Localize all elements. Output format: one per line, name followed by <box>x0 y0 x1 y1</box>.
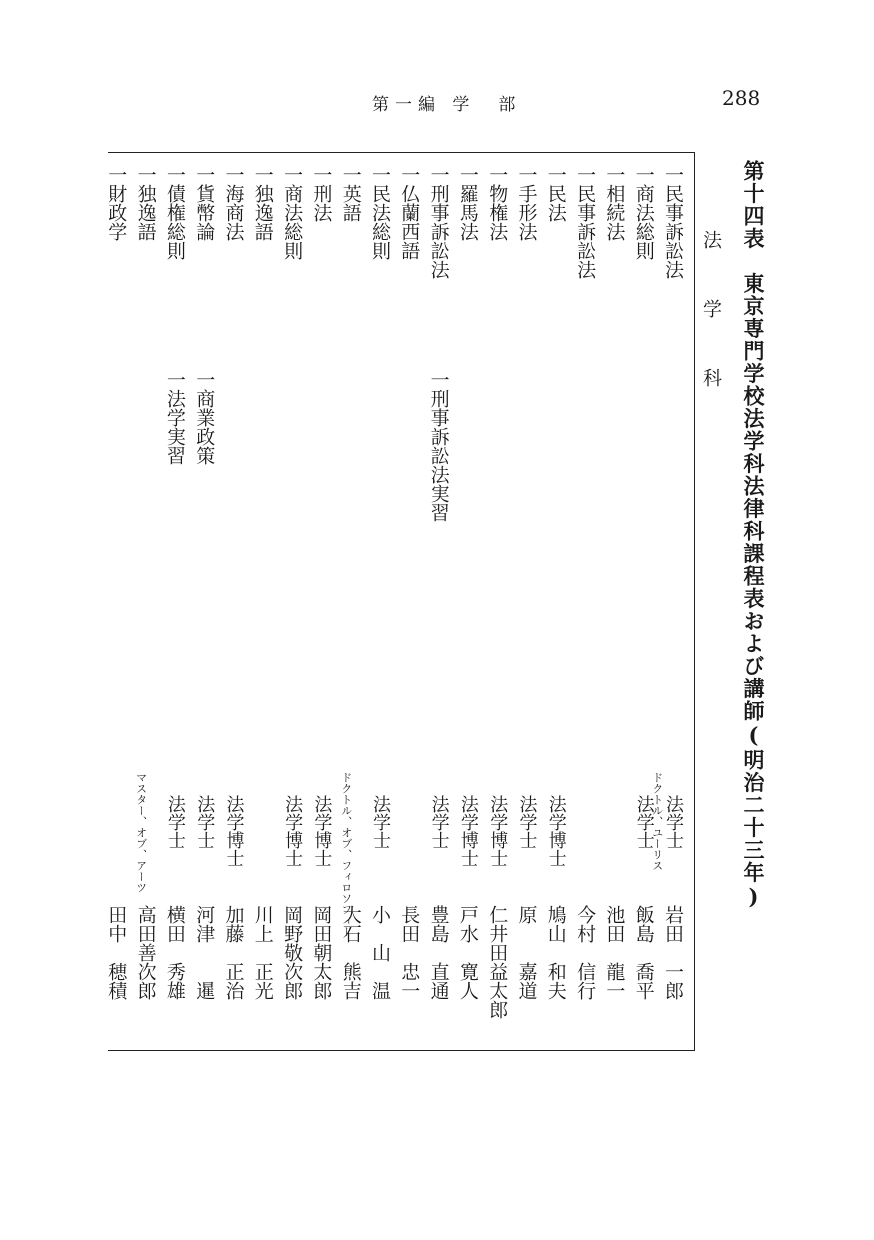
course-subject: 一仏蘭西語 <box>398 165 421 260</box>
course-subject: 一刑法 <box>310 165 333 222</box>
table-row <box>601 0 631 1240</box>
course-subject: 一民事訴訟法 <box>662 165 684 279</box>
course-subject: 一独逸語 <box>251 165 274 241</box>
lecturer-degree: 法学博士 <box>282 795 304 867</box>
department-label: 法 学 科 <box>700 230 722 401</box>
lecturer-degree: 法学士 <box>194 795 216 849</box>
table-row <box>572 0 602 1240</box>
table-row <box>279 0 309 1240</box>
course-subject: 一商法総則 <box>281 165 304 260</box>
lecturer-name: 高田善次郎 <box>134 905 157 1000</box>
lecturer-name: 大石 熊吉 <box>339 905 362 1000</box>
lecturer-name: 岩田 一郎 <box>662 905 684 1000</box>
course-subject: 一民法総則 <box>369 165 391 260</box>
lecturer-degree: 法学士 <box>663 795 684 849</box>
lecturer-name: 鳩山 和夫 <box>544 905 567 1000</box>
lecturer-degree: 法学博士 <box>311 795 333 867</box>
course-subject: 一民法 <box>544 165 567 222</box>
course-subject-secondary: 一刑事訴訟法実習 <box>427 370 450 522</box>
lecturer-degree: 法学士 <box>428 795 450 849</box>
course-subject: 一商法総則 <box>632 165 655 260</box>
table-row <box>103 0 133 1240</box>
table-row <box>484 0 514 1240</box>
course-subject-secondary: 一商業政策 <box>193 370 216 465</box>
lecturer-name: 仁井田益太郎 <box>486 905 509 1019</box>
lecturer-name: 飯島 喬平 <box>632 905 655 1000</box>
table-row <box>514 0 544 1240</box>
course-subject: 一相続法 <box>603 165 626 241</box>
lecturer-degree: 法学博士 <box>487 795 509 867</box>
page-number: 288 <box>722 86 761 110</box>
table-row <box>162 0 192 1240</box>
table-row <box>660 0 690 1240</box>
course-subject: 一英語 <box>339 165 362 222</box>
course-subject: 一物権法 <box>486 165 509 241</box>
lecturer-degree: 法学博士 <box>223 795 245 867</box>
lecturer-name: 川上 正光 <box>251 905 274 1000</box>
lecturer-degree-note: マスター、オブ、アーツ <box>134 772 148 893</box>
table-row <box>221 0 251 1240</box>
table-row <box>338 0 368 1240</box>
table-row <box>133 0 163 1240</box>
lecturer-degree: 法学博士 <box>457 795 479 867</box>
table-title: 第十四表 東京専門学校法学科法律科課程表および講師(明治二十三年) <box>741 160 766 911</box>
lecturer-degree: 法学士 <box>516 795 538 849</box>
course-subject: 一民事訴訟法 <box>574 165 597 279</box>
course-subject-secondary: 一法学実習 <box>163 370 186 465</box>
lecturer-name: 豊島 直通 <box>427 905 450 1000</box>
lecturer-name: 今村 信行 <box>574 905 597 1000</box>
lecturer-name: 岡野敬次郎 <box>281 905 304 1000</box>
lecturer-name: 長田 忠一 <box>398 905 421 1000</box>
table-row <box>250 0 280 1240</box>
lecturer-degree: 法学博士 <box>545 795 567 867</box>
table-row <box>543 0 573 1240</box>
table-row <box>396 0 426 1240</box>
lecturer-name: 河津 暹 <box>193 905 216 1000</box>
lecturer-name: 岡田朝太郎 <box>310 905 333 1000</box>
lecturer-name: 小 山 温 <box>369 905 391 1000</box>
table-row <box>308 0 338 1240</box>
table-row <box>367 0 397 1240</box>
course-subject: 一手形法 <box>515 165 538 241</box>
lecturer-name: 池田 龍一 <box>603 905 626 1000</box>
course-subject: 一刑事訴訟法 <box>427 165 450 279</box>
lecturer-name: 原 嘉道 <box>515 905 538 1000</box>
lecturer-name: 横田 秀雄 <box>163 905 186 1000</box>
lecturer-name: 戸水 寛人 <box>456 905 479 1000</box>
course-subject: 一債権総則 <box>163 165 186 260</box>
table-row <box>191 0 221 1240</box>
course-subject: 一羅馬法 <box>456 165 479 241</box>
running-header: 第一編 学 部 <box>372 95 522 115</box>
lecturer-degree: 法学士 <box>370 795 391 849</box>
course-subject: 一海商法 <box>222 165 245 241</box>
table-row <box>455 0 485 1240</box>
course-subject: 一貨幣論 <box>193 165 216 241</box>
lecturer-degree-note: ドクトル、ユーリス <box>650 772 664 871</box>
course-subject: 一財政学 <box>105 165 128 241</box>
lecturer-name: 田中 穂積 <box>105 905 128 1000</box>
lecturer-degree: 法学士 <box>633 795 655 849</box>
table-row <box>631 0 664 1240</box>
lecturer-name: 加藤 正治 <box>222 905 245 1000</box>
lecturer-degree-note: ドクトル、オブ、フィロソフィー <box>339 772 353 937</box>
table-row <box>426 0 456 1240</box>
lecturer-degree: 法学士 <box>164 795 186 849</box>
course-subject: 一独逸語 <box>134 165 157 241</box>
